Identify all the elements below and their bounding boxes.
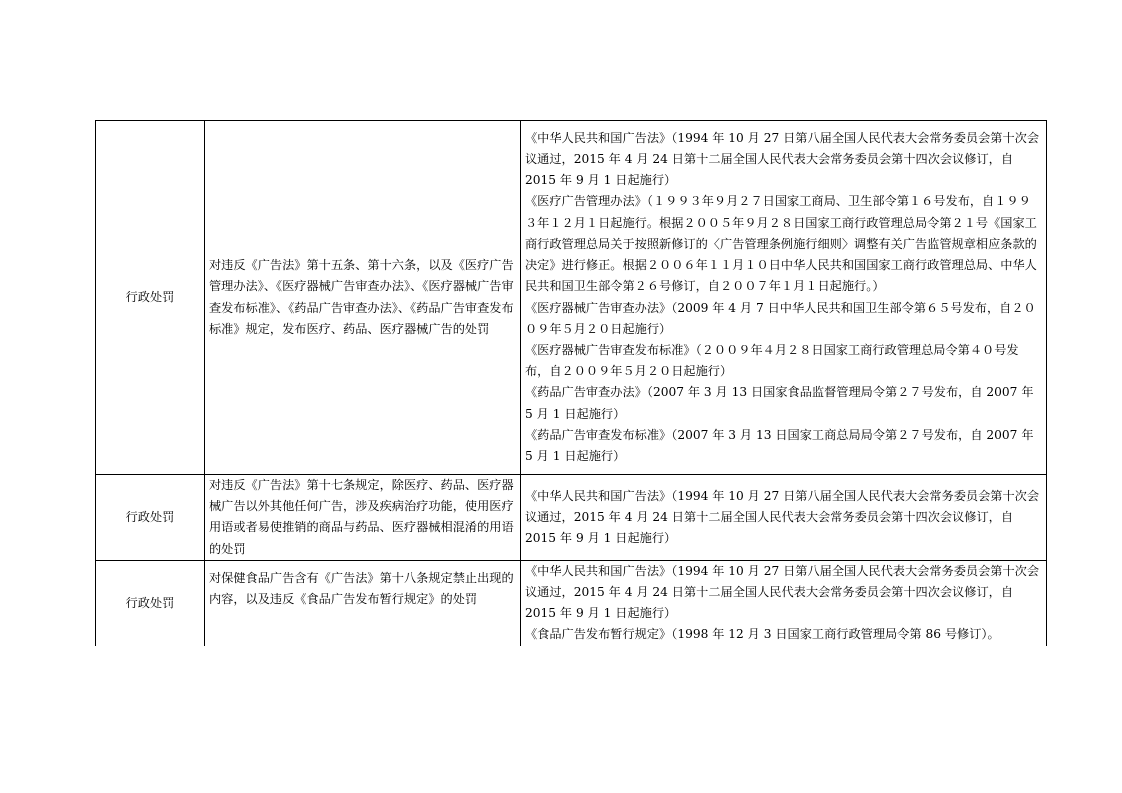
- basis-entry: 《医疗器械广告审查发布标准》（２００９年４月２８日国家工商行政管理总局令第４０号发布，自２００９年５月２０日起施行）: [525, 342, 1019, 379]
- basis-entry: 《中华人民共和国广告法》（1994 年 10 月 27 日第八届全国人民代表大会常务委员会第十次会议通过，2015 年 4 月 24 日第十二届全国人民代表大会常务委员会第十四次会议修订，自 2015 年 9 月 1 日起施行）: [525, 563, 1040, 621]
- basis-entry: 《药品广告审查办法》（2007 年 3 月 13 日国家食品监督管理局令第２７号发布，自 2007 年 5 月 1 日起施行）: [525, 385, 1034, 421]
- category-cell: 行政处罚: [96, 475, 205, 561]
- basis-cell: [521, 121, 1047, 475]
- item-cell: 对保健食品广告含有《广告法》第十八条规定禁止出现的内容，以及违反《食品广告发布暂行规定》的处罚: [205, 560, 521, 645]
- basis-cell: [521, 475, 1047, 561]
- basis-cell: [521, 560, 1047, 645]
- penalty-table: [95, 120, 1047, 646]
- category-cell: 行政处罚: [96, 121, 205, 475]
- basis-entry: 《食品广告发布暂行规定》（1998 年 12 月 3 日国家工商行政管理局令第 86 号修订）。: [525, 627, 1000, 642]
- table-row: [96, 121, 1047, 475]
- basis-entry: 《药品广告审查发布标准》（2007 年 3 月 13 日国家工商总局局令第２７号发布，自 2007 年 5 月 1 日起施行）: [525, 427, 1034, 463]
- category-cell: 行政处罚: [96, 560, 205, 645]
- basis-entry: 《中华人民共和国广告法》（1994 年 10 月 27 日第八届全国人民代表大会常务委员会第十次会议通过，2015 年 4 月 24 日第十二届全国人民代表大会常务委员会第十四次会议修订，自 2015 年 9 月 1 日起施行）: [525, 488, 1040, 545]
- basis-entry: 《医疗广告管理办法》（１９９３年９月２７日国家工商局、卫生部令第１６号发布，自１９９３年１２月１日起施行。根据２００５年９月２８日国家工商行政管理总局令第２１号《国家工商行政管理总局关于按照新修订的〈广告管理条例施行细则〉调整有关广告监管规章相应条款的决定》进行修正。根据２００６年１１月１０日中华人民共和国国家工商行政管理总局、中华人民共和国卫生部令第２６号修订，自２００７年１月１日起施行。）: [525, 194, 1037, 294]
- basis-entry: 《中华人民共和国广告法》（1994 年 10 月 27 日第八届全国人民代表大会常务委员会第十次会议通过，2015 年 4 月 24 日第十二届全国人民代表大会常务委员会第十四次会议修订，自 2015 年 9 月 1 日起施行）: [525, 130, 1040, 188]
- table-row: [96, 475, 1047, 561]
- item-cell: 对违反《广告法》第十七条规定，除医疗、药品、医疗器械广告以外其他任何广告，涉及疾病治疗功能，使用医疗用语或者易使推销的商品与药品、医疗器械相混淆的用语的处罚: [205, 475, 521, 561]
- item-cell: 对违反《广告法》第十五条、第十六条，以及《医疗广告管理办法》、《医疗器械广告审查办法》、《医疗器械广告审查发布标准》、《药品广告审查办法》、《药品广告审查发布标准》规定，发布医疗、药品、医疗器械广告的处罚: [205, 121, 521, 475]
- table-row: [96, 560, 1047, 645]
- basis-entry: 《医疗器械广告审查办法》（2009 年 4 月 7 日中华人民共和国卫生部令第６５号发布，自２００９年５月２０日起施行）: [525, 300, 1036, 336]
